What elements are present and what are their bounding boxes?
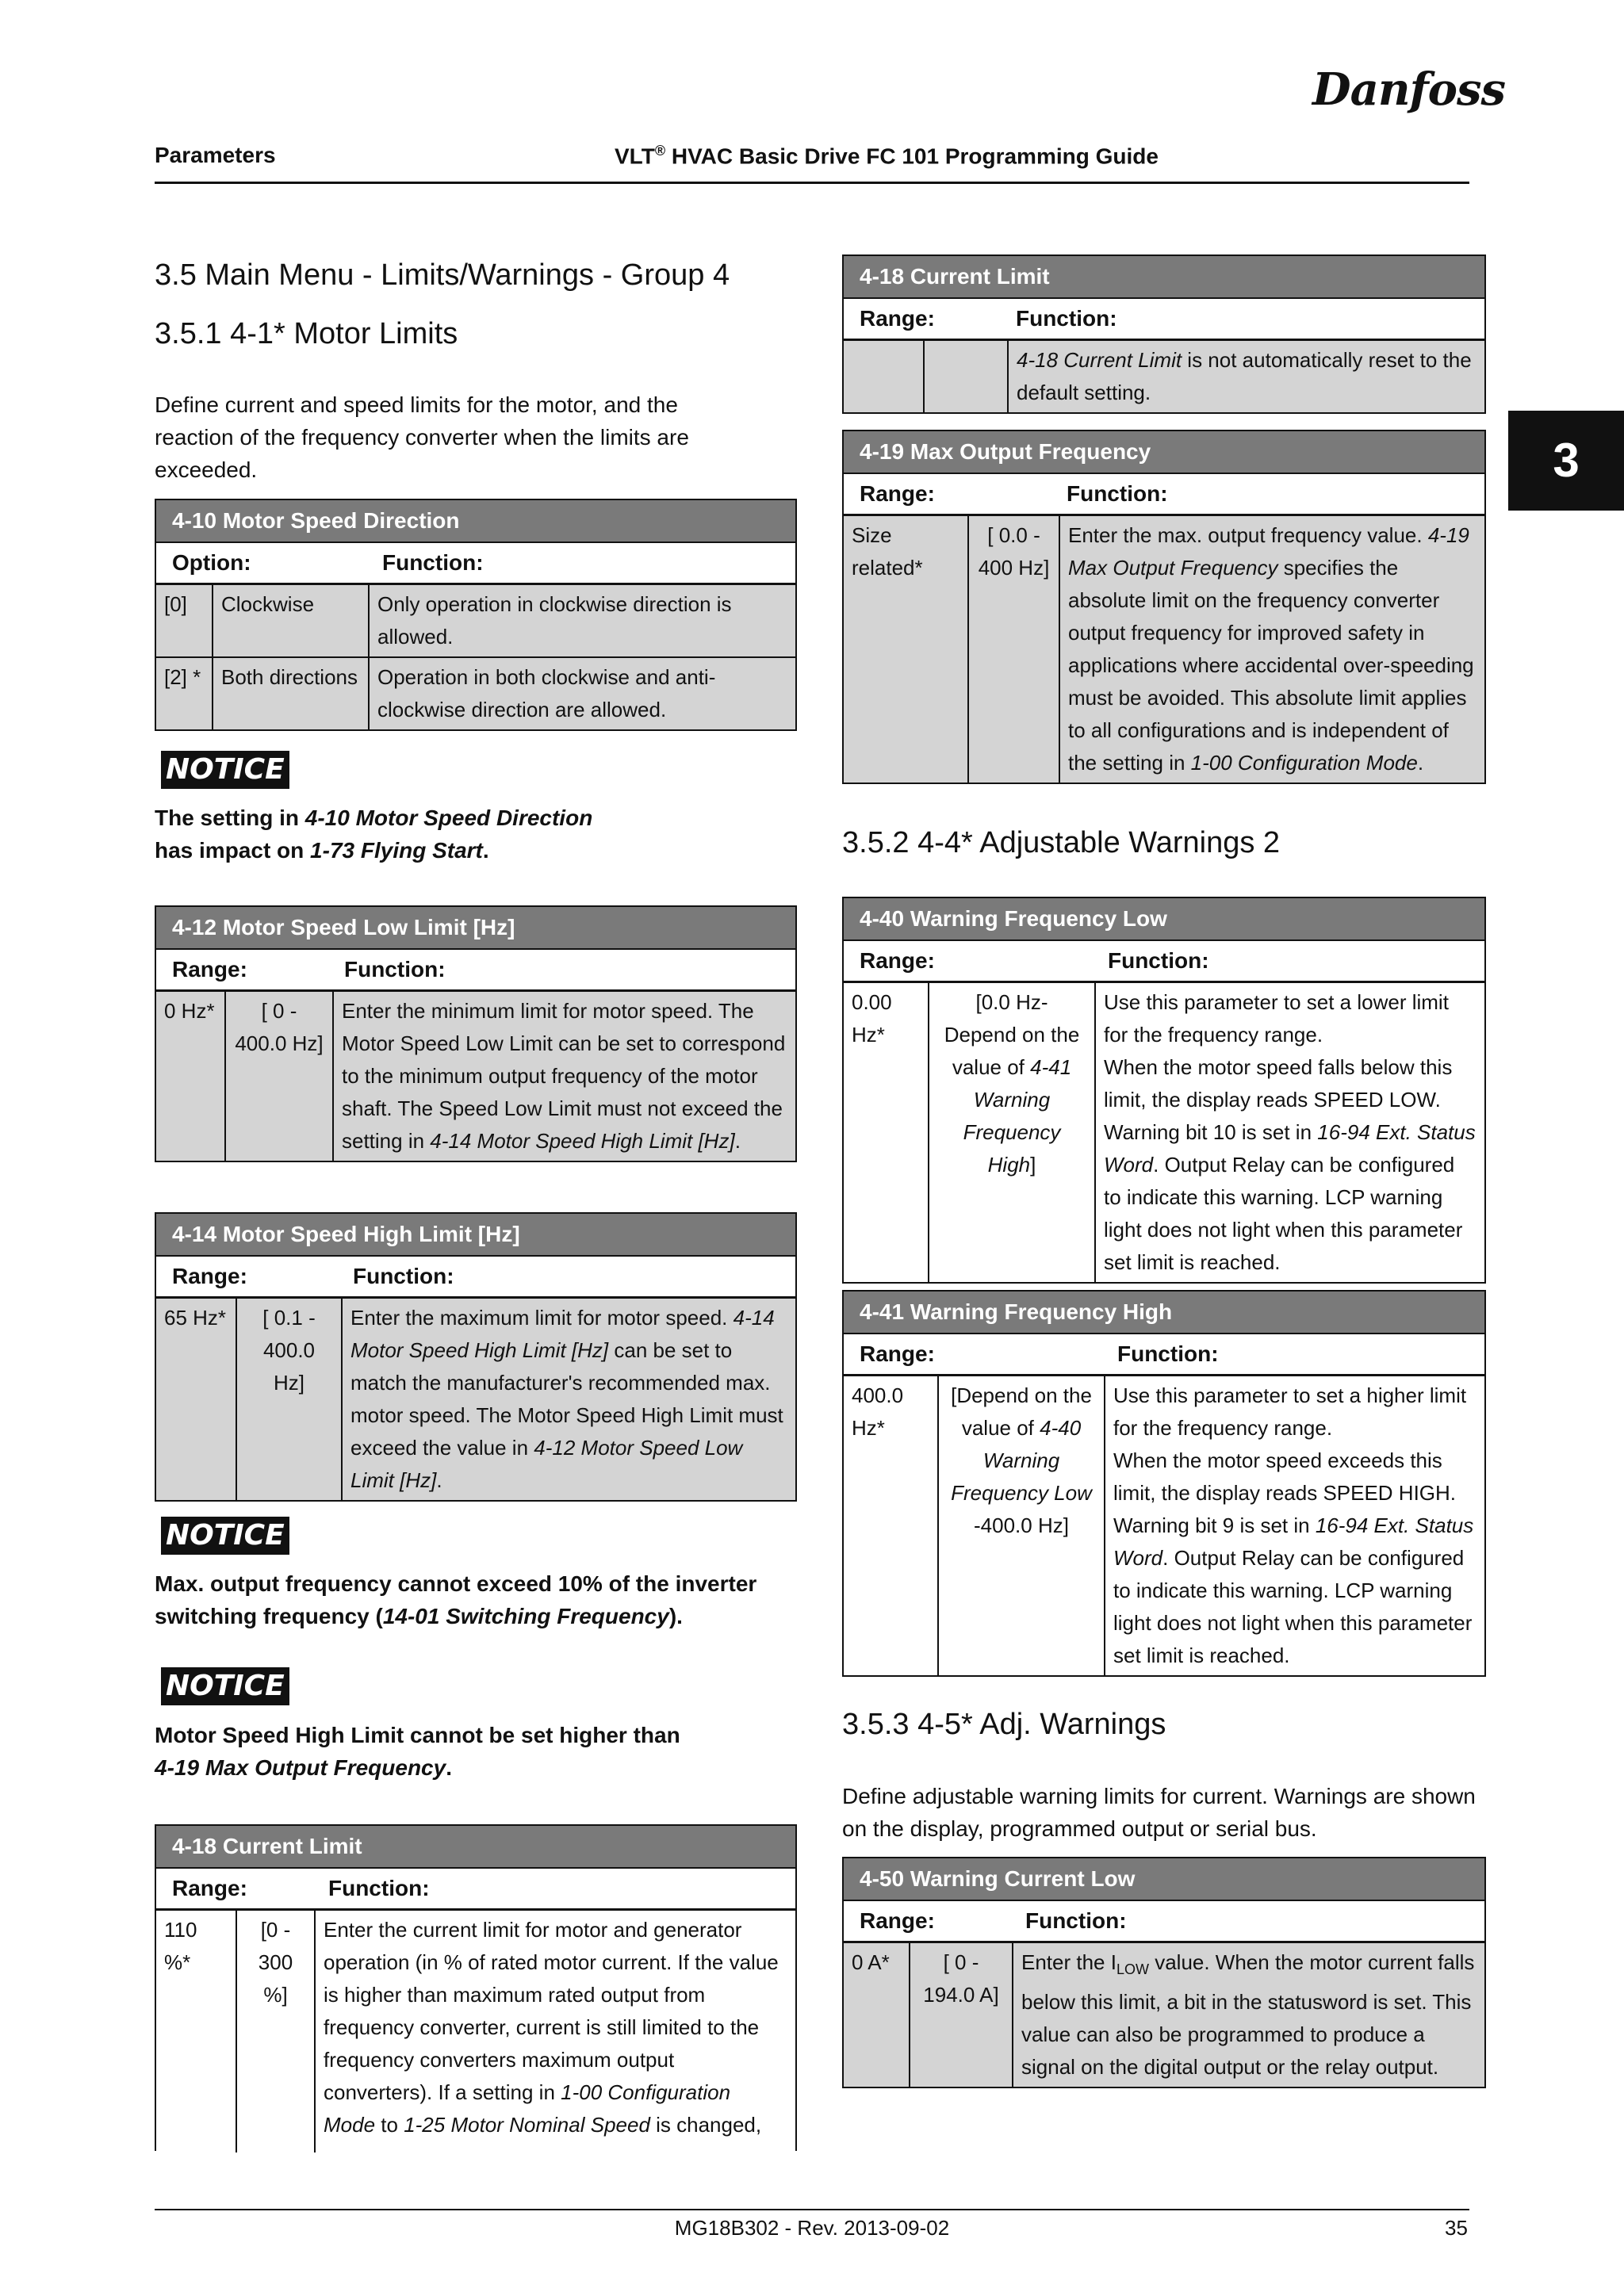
notice-label: NOTICE (161, 751, 289, 789)
table-row: 65 Hz* [ 0.1 - 400.0 Hz] Enter the maximum limit for motor speed. 4-14 Motor Speed High Limit [Hz] can be set to match the manufacturer's recommended max. motor speed. The Motor Speed High Limit must exceed the value in 4-12 Motor Speed Low Limit [Hz]. (156, 1299, 795, 1500)
table-4-50 (842, 1857, 1486, 2088)
table-title: 4-18 Current Limit (156, 1826, 795, 1869)
section-label: Parameters (155, 143, 276, 167)
guide-title: VLT® HVAC Basic Drive FC 101 Programming Guide (615, 143, 1159, 169)
table-row: 0.00 Hz* [0.0 Hz- Depend on the value of 4-41 Warning Frequency High] Use this parameter to set a lower limit for the frequency range. When the motor speed falls below this limit, the display reads SPEED LOW. Warning bit 10 is set in 16-94 Ext. Status Word. Output Relay can be configured to indicate this warning. LCP warning light does not light when this parameter set limit is reached. (844, 983, 1484, 1282)
table-header: Range: Function: (844, 1901, 1484, 1943)
table-row: [0] Clockwise Only operation in clockwise direction is allowed. (156, 585, 795, 656)
table-header: Range: Function: (844, 299, 1484, 341)
chapter-tab: 3 (1508, 411, 1624, 511)
table-row: 110 %* [0 - 300 %] Enter the current limit for motor and generator operation (in % of rated motor current. If the value is higher than maximum rated output from frequency converter, current is still limited to the frequency converters maximum output converters). If a setting in 1-00 Configuration Mode to 1-25 Motor Nominal Speed is changed, (156, 1911, 795, 2152)
table-row: 4-18 Current Limit is not automatically reset to the default setting. (844, 341, 1484, 412)
table-4-12 (155, 905, 797, 1162)
table-header: Range: Function: (156, 1257, 795, 1299)
table-4-18 (155, 1824, 797, 2151)
table-title: 4-14 Motor Speed High Limit [Hz] (156, 1214, 795, 1257)
table-header: Range: Function: (844, 941, 1484, 983)
footer-rule (155, 2209, 1469, 2210)
table-row: 0 Hz* [ 0 - 400.0 Hz] Enter the minimum limit for motor speed. The Motor Speed Low Limit can be set to correspond to the minimum output frequency of the motor shaft. The Speed Low Limit must not exceed the setting in 4-14 Motor Speed High Limit [Hz]. (156, 992, 795, 1161)
table-header: Range: Function: (156, 1869, 795, 1911)
header-rule (155, 182, 1469, 184)
table-4-18-continued (842, 254, 1486, 414)
notice-label: NOTICE (161, 1667, 289, 1705)
table-row: Size related* [ 0.0 - 400 Hz] Enter the max. output frequency value. 4-19 Max Output Frequency specifies the absolute limit on the frequency converter output frequency for improved safety in applications where accidental over-speeding must be avoided. This absolute limit applies to all configurations and is independent of the setting in 1-00 Configuration Mode. (844, 516, 1484, 783)
heading-3-5-3: 3.5.3 4-5* Adj. Warnings (842, 1708, 1166, 1741)
notice-label: NOTICE (161, 1517, 289, 1555)
table-title: 4-40 Warning Frequency Low (844, 898, 1484, 941)
table-4-41 (842, 1290, 1486, 1677)
notice-text: Motor Speed High Limit cannot be set higher than 4-19 Max Output Frequency. (155, 1723, 680, 1780)
table-row: 0 A* [ 0 - 194.0 A] Enter the $I_{LOW}$ value. When the motor current falls below this limit, a bit in the statusword is set. This value can also be programmed to produce a signal on the digital output or the relay output. (844, 1943, 1484, 2087)
table-title: 4-10 Motor Speed Direction (156, 500, 795, 543)
heading-3-5-2: 3.5.2 4-4* Adjustable Warnings 2 (842, 826, 1281, 859)
table-title: 4-50 Warning Current Low (844, 1858, 1484, 1901)
table-4-10 (155, 499, 797, 731)
table-4-14 (155, 1212, 797, 1502)
page-number: 35 (1445, 2216, 1468, 2240)
footer-doc-id: MG18B302 - Rev. 2013-09-02 (674, 2216, 950, 2240)
heading-3-5-1: 3.5.1 4-1* Motor Limits (155, 317, 458, 350)
table-title: 4-12 Motor Speed Low Limit [Hz] (156, 907, 795, 950)
table-title: 4-19 Max Output Frequency (844, 431, 1484, 474)
intro-paragraph-2: Define adjustable warning limits for current. Warnings are shown on the display, programmed output or serial bus. (842, 1784, 1476, 1841)
table-header: Range: Function: (844, 474, 1484, 516)
notice-text: Max. output frequency cannot exceed 10% of the inverter switching frequency (14-01 Switching Frequency). (155, 1571, 757, 1628)
table-title: 4-41 Warning Frequency High (844, 1292, 1484, 1334)
table-title: 4-18 Current Limit (844, 256, 1484, 299)
notice-text: The setting in 4-10 Motor Speed Direction has impact on 1-73 Flying Start. (155, 806, 593, 863)
danfoss-logo: Danfoss (1312, 63, 1506, 116)
intro-paragraph: Define current and speed limits for the motor, and the reaction of the frequency converter when the limits are exceeded. (155, 392, 689, 482)
table-header: Range: Function: (844, 1334, 1484, 1376)
heading-3-5: 3.5 Main Menu - Limits/Warnings - Group 4 (155, 258, 730, 292)
table-header: Option: Function: (156, 543, 795, 585)
table-row: 400.0 Hz* [Depend on the value of 4-40 Warning Frequency Low -400.0 Hz] Use this parameter to set a higher limit for the frequency range. When the motor speed exceeds this limit, the display reads SPEED HIGH. Warning bit 9 is set in 16-94 Ext. Status Word. Output Relay can be configured to indicate this warning. LCP warning light does not light when this parameter set limit is reached. (844, 1376, 1484, 1675)
table-4-19 (842, 430, 1486, 784)
table-4-40 (842, 897, 1486, 1284)
table-row: [2] * Both directions Operation in both clockwise and anti-clockwise direction are allowed. (156, 656, 795, 729)
table-header: Range: Function: (156, 950, 795, 992)
